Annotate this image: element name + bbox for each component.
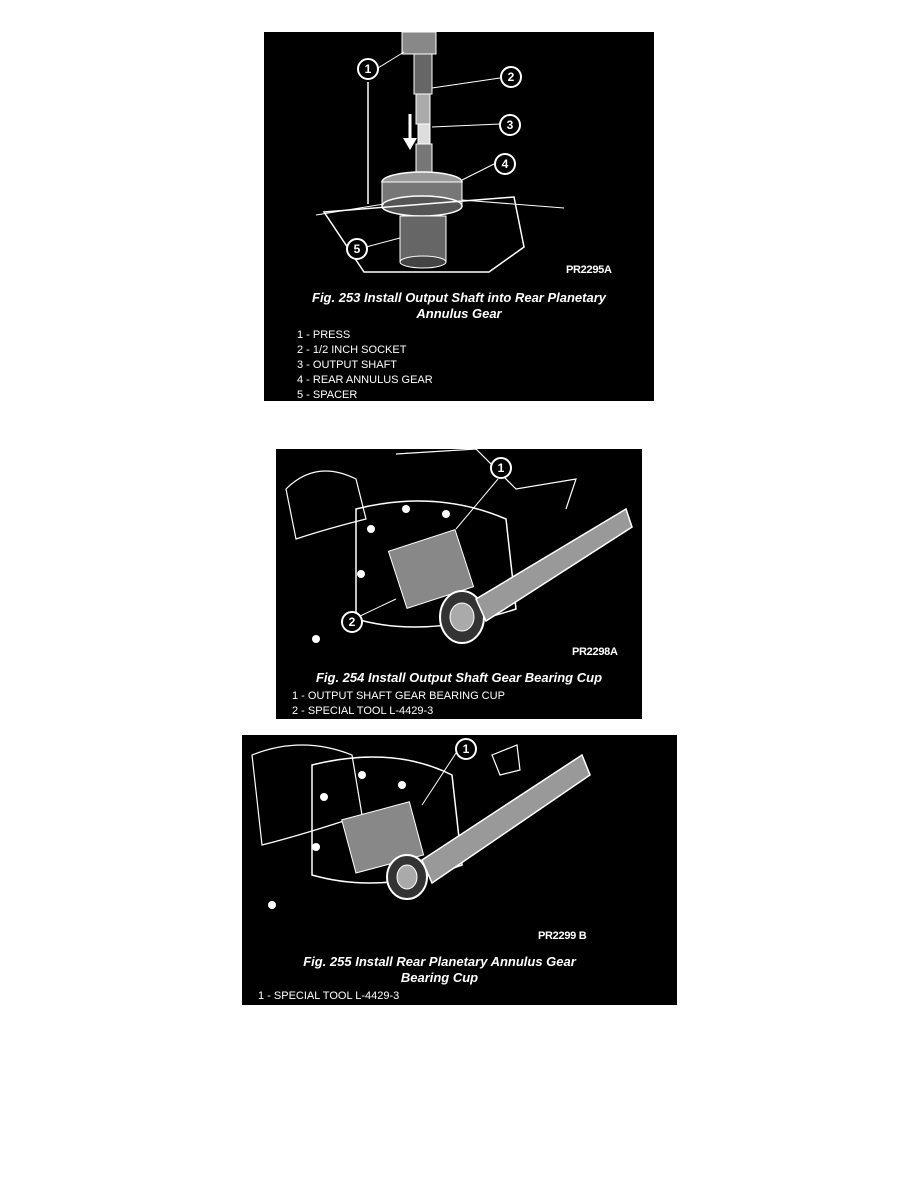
callout-1: 1 (490, 457, 512, 479)
figure-legend (292, 689, 505, 719)
legend-item: 5 - SPACER (297, 389, 358, 401)
figure-caption-line1: Fig. 255 Install Rear Planetary Annulus Gear (303, 954, 576, 969)
callout-1: 1 (455, 738, 477, 760)
legend-item: 2 - SPECIAL TOOL L-4429-3 (292, 705, 434, 717)
callout-2: 2 (341, 611, 363, 633)
figure-caption-line1: Fig. 253 Install Output Shaft into Rear Planetary (312, 290, 606, 305)
figure-254 (276, 449, 642, 719)
figure-legend (297, 328, 433, 401)
figure-code: PR2295A (566, 264, 612, 276)
callout-5: 5 (346, 238, 368, 260)
annulus-bearing-cup-illustration (242, 735, 677, 945)
figure-code: PR2298A (572, 646, 618, 658)
callout-3: 3 (499, 114, 521, 136)
figure-caption-line2: Bearing Cup (400, 970, 479, 985)
legend-item: 3 - OUTPUT SHAFT (297, 359, 398, 371)
legend-item: 4 - REAR ANNULUS GEAR (297, 374, 433, 386)
callout-1: 1 (357, 58, 379, 80)
legend-item: 1 - OUTPUT SHAFT GEAR BEARING CUP (292, 690, 505, 702)
figure-255 (242, 735, 677, 1005)
legend-item: 2 - 1/2 INCH SOCKET (297, 344, 407, 356)
figure-legend (258, 989, 399, 1004)
bearing-cup-illustration (276, 449, 642, 659)
figure-253 (264, 32, 654, 401)
legend-item: 1 - SPECIAL TOOL L-4429-3 (258, 990, 400, 1002)
legend-item: 1 - PRESS (297, 329, 351, 341)
callout-4: 4 (494, 153, 516, 175)
callout-2: 2 (500, 66, 522, 88)
figure-caption: Fig. 254 Install Output Shaft Gear Bearing Cup (315, 670, 603, 685)
press-illustration (264, 32, 654, 292)
figure-caption-line2: Annulus Gear (416, 306, 502, 321)
figure-code: PR2299 B (538, 930, 587, 942)
